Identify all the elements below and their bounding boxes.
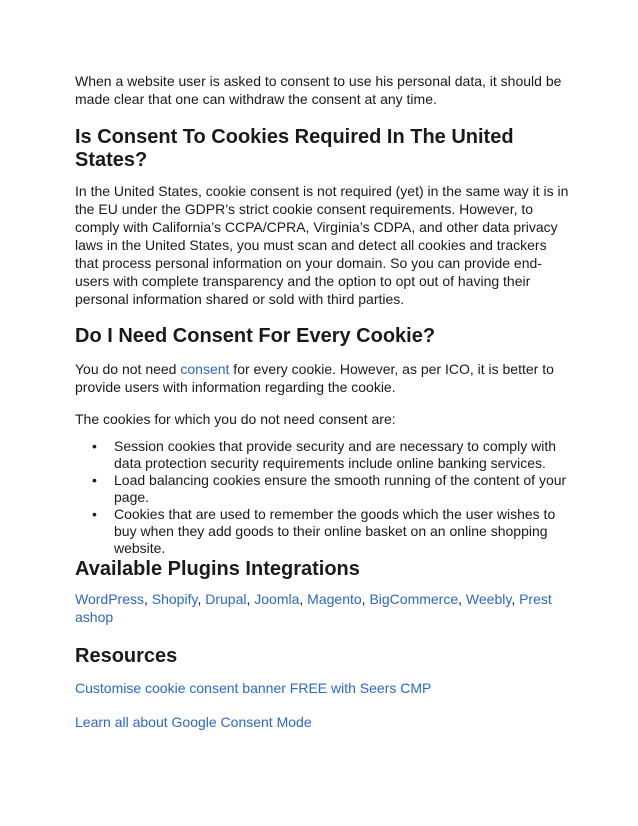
separator: ,	[299, 591, 308, 607]
bigcommerce-link[interactable]: BigCommerce	[369, 591, 459, 607]
list-item-text: Cookies that are used to remember the goods which the user wishes to buy when they add goods to their online basket on an online shopping website.	[114, 506, 556, 556]
separator: ,	[143, 591, 152, 607]
resource-link-row-2	[75, 713, 570, 731]
separator: ,	[458, 591, 466, 607]
intro-paragraph: When a website user is asked to consent to use his personal data, it should be made clear that one can withdraw the consent at any time.	[75, 73, 562, 107]
document-page	[75, 72, 570, 731]
resource-link-row-1	[75, 679, 570, 697]
bullet-icon: •	[92, 438, 97, 454]
separator: ,	[246, 591, 255, 607]
heading-us-consent: Is Consent To Cookies Required In The United States?	[75, 126, 514, 171]
bullet-icon: •	[92, 472, 97, 488]
drupal-link[interactable]: Drupal	[205, 591, 247, 607]
shopify-link[interactable]: Shopify	[151, 591, 198, 607]
heading-plugins: Available Plugins Integrations	[75, 558, 360, 580]
plugins-links	[75, 590, 570, 626]
joomla-link[interactable]: Joomla	[254, 591, 300, 607]
us-consent-paragraph: In the United States, cookie consent is not required (yet) in the same way it is in the EU under the GDPR’s strict cookie consent requirements. However, to comply with California’s CCPA/CPRA, Virginia’s CDPA, and other data privacy laws in the United States, you must scan and detect all cookies and trackers that process personal information on your domain. So you can provide end-users with complete transparency and the option to opt out of having their personal information shared or sold with third parties.	[75, 183, 569, 307]
weebly-link[interactable]: Weebly	[465, 591, 512, 607]
every-cookie-text-before: You do not need	[75, 361, 181, 377]
seers-cmp-link[interactable]: Customise cookie consent banner FREE with Seers CMP	[75, 680, 432, 696]
google-consent-mode-link[interactable]: Learn all about Google Consent Mode	[75, 714, 312, 730]
every-cookie-paragraph	[75, 360, 570, 396]
heading-every-cookie: Do I Need Consent For Every Cookie?	[75, 325, 436, 347]
every-cookie-text-after: for every cookie. However, as per ICO, it is better to provide users with information regarding the cookie.	[75, 361, 554, 395]
wordpress-link[interactable]: WordPress	[75, 591, 144, 607]
list-item	[75, 472, 570, 506]
separator: ,	[511, 591, 520, 607]
list-item-text: Session cookies that provide security and are necessary to comply with data protection security requirements include online banking services.	[114, 438, 556, 471]
list-intro: The cookies for which you do not need consent are:	[75, 411, 396, 427]
separator: ,	[361, 591, 370, 607]
heading-resources: Resources	[75, 645, 178, 667]
list-item	[75, 438, 570, 472]
magento-link[interactable]: Magento	[307, 591, 362, 607]
bullet-icon: •	[92, 506, 97, 522]
list-item-text: Load balancing cookies ensure the smooth running of the content of your page.	[114, 472, 567, 505]
prestashop-link[interactable]: Prest ashop	[75, 591, 552, 625]
list-item	[75, 506, 570, 557]
separator: ,	[197, 591, 206, 607]
consent-link[interactable]: consent	[180, 361, 230, 377]
cookie-exemption-list	[75, 438, 570, 557]
